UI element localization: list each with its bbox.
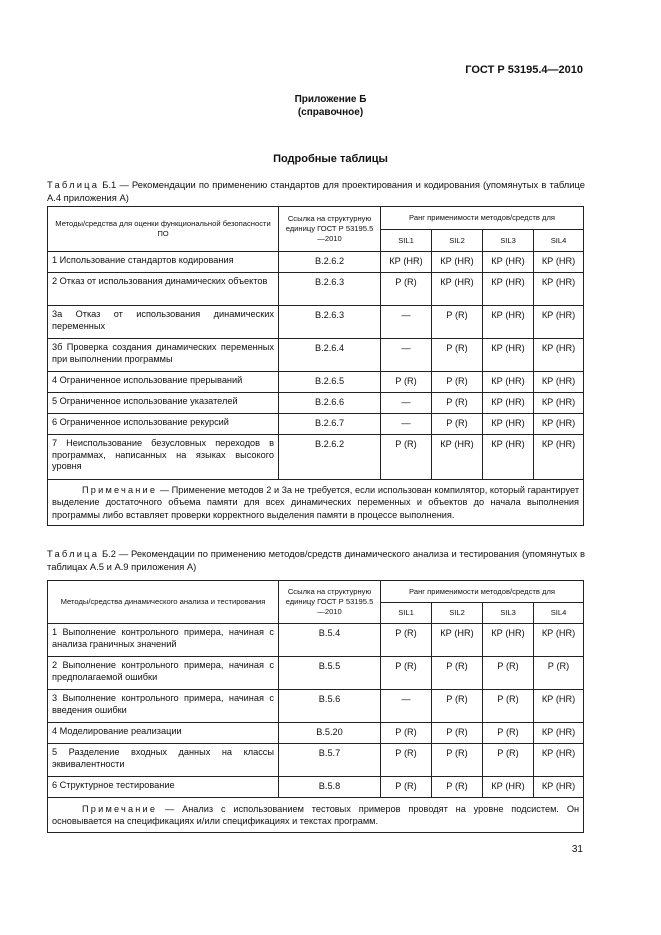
table1-header-sil3: SIL3 [483, 230, 534, 252]
document-code: ГОСТ Р 53195.4—2010 [465, 64, 583, 76]
table1-row-sil4: КР (HR) [534, 252, 584, 273]
table1-row-ref: B.2.6.3 [279, 306, 381, 339]
table2-row-sil2: Р (R) [432, 744, 483, 777]
table2-row-sil2: Р (R) [432, 723, 483, 744]
table1-row-sil2: Р (R) [432, 339, 483, 372]
table1-row-sil4: КР (HR) [534, 435, 584, 480]
table1-row-sil4: КР (HR) [534, 414, 584, 435]
table1-row-sil2: КР (HR) [432, 273, 483, 306]
table2-row-ref: B.5.7 [279, 744, 381, 777]
table2-header-sil1: SIL1 [381, 603, 432, 624]
table1-caption-label: Таблица [47, 179, 100, 190]
table-row [48, 723, 584, 744]
table-row [48, 306, 584, 339]
table1-row-method: 4 Ограниченное использование прерываний [48, 372, 279, 393]
table1-header-sil1: SIL1 [381, 230, 432, 252]
appendix-title: Приложение Б [294, 94, 367, 105]
table2-row-ref: B.5.20 [279, 723, 381, 744]
table2-row-sil2: Р (R) [432, 690, 483, 723]
table2-row-sil3: Р (R) [483, 657, 534, 690]
table1-row-sil4: КР (HR) [534, 339, 584, 372]
table2-row-method: 3 Выполнение контрольного примера, начиная с введения ошибки [48, 690, 279, 723]
table1-note-label: Примечание [82, 484, 158, 495]
table1-row-sil4: КР (HR) [534, 372, 584, 393]
table1-row-sil3: КР (HR) [483, 414, 534, 435]
table1-row-sil1: — [381, 306, 432, 339]
table2-row-method: 4 Моделирование реализации [48, 723, 279, 744]
table1-row-sil2: КР (HR) [432, 435, 483, 480]
table1-row-ref: B.2.6.6 [279, 393, 381, 414]
table1-row-method: 3б Проверка создания динамических переменных при выполнении программы [48, 339, 279, 372]
table2-header-rank: Ранг применимости методов/средств для [381, 581, 584, 603]
table1-row-ref: B.2.6.4 [279, 339, 381, 372]
appendix-heading [0, 93, 661, 119]
table1-row-sil4: КР (HR) [534, 273, 584, 306]
table2-header-methods: Методы/средства динамического анализа и тестирования [48, 581, 279, 624]
table2-row-ref: B.5.5 [279, 657, 381, 690]
table-row [48, 777, 584, 798]
appendix-subtitle: (справочное) [297, 107, 364, 118]
table2-row-ref: B.5.8 [279, 777, 381, 798]
table2-caption-label: Таблица [47, 548, 100, 559]
table-row [48, 435, 584, 480]
table1-row-method: 7 Неиспользование безусловных переходов в программах, написанных на языках высокого уровня [48, 435, 279, 480]
table1-row-sil1: Р (R) [381, 273, 432, 306]
table1-row-sil1: Р (R) [381, 435, 432, 480]
table2-row-method: 5 Разделение входных данных на классы эквивалентности [48, 744, 279, 777]
table2 [47, 580, 584, 833]
table1-row-sil2: Р (R) [432, 393, 483, 414]
table-row [48, 339, 584, 372]
table2-header-sil4: SIL4 [534, 603, 584, 624]
table1-caption [47, 179, 585, 204]
table2-row-sil3: Р (R) [483, 723, 534, 744]
table2-row-sil4: КР (HR) [534, 723, 584, 744]
table1-row-sil1: — [381, 339, 432, 372]
table2-row-sil4: КР (HR) [534, 777, 584, 798]
table1-header-ref: Ссылка на структурную единицу ГОСТ Р 53195.5—2010 [279, 207, 381, 252]
table1-row-sil1: Р (R) [381, 372, 432, 393]
table-row [48, 372, 584, 393]
table1-header-sil2: SIL2 [432, 230, 483, 252]
table1-row-sil3: КР (HR) [483, 435, 534, 480]
table2-row-sil1: Р (R) [381, 723, 432, 744]
table1-row-ref: B.2.6.2 [279, 252, 381, 273]
table-row [48, 690, 584, 723]
table1-row-sil1: — [381, 414, 432, 435]
table1-header-rank: Ранг применимости методов/средств для [381, 207, 584, 230]
table2-header-sil3: SIL3 [483, 603, 534, 624]
table1-row-ref: B.2.6.2 [279, 435, 381, 480]
table1-row-method: 3а Отказ от использования динамических переменных [48, 306, 279, 339]
table-row [48, 252, 584, 273]
table1-caption-text: Б.1 — Рекомендации по применению стандартов для проектирования и кодирования (упомянутых в таблице А.4 приложения А) [47, 179, 585, 203]
table1-row-sil4: КР (HR) [534, 306, 584, 339]
table1-note [48, 480, 584, 526]
table1-row-sil3: КР (HR) [483, 306, 534, 339]
table2-row-sil4: КР (HR) [534, 690, 584, 723]
table-row [48, 657, 584, 690]
table2-row-ref: B.5.6 [279, 690, 381, 723]
table1-row-sil2: Р (R) [432, 372, 483, 393]
table2-row-ref: B.5.4 [279, 624, 381, 657]
table2-row-sil4: Р (R) [534, 657, 584, 690]
table1-header-sil4: SIL4 [534, 230, 584, 252]
table2-note-text: — Анализ с использованием тестовых примеров проводят на уровне подсистем. Он основывается на спецификациях и/или спецификациях и текстах программ. [52, 803, 580, 826]
table1-row-sil2: Р (R) [432, 306, 483, 339]
table1-row-sil1: — [381, 393, 432, 414]
table2-row-sil3: КР (HR) [483, 777, 534, 798]
table2-header-ref: Ссылка на структурную единицу ГОСТ Р 53195.5—2010 [279, 581, 381, 624]
table2-row-method: 1 Выполнение контрольного примера, начиная с анализа граничных значений [48, 624, 279, 657]
table1-row-sil1: КР (HR) [381, 252, 432, 273]
table-row [48, 273, 584, 306]
table2-caption [47, 548, 585, 573]
table2-row-sil1: Р (R) [381, 777, 432, 798]
table1-header-methods: Методы/средства для оценки функциональной безопасности ПО [48, 207, 279, 252]
table2-row-sil1: Р (R) [381, 624, 432, 657]
table1-row-sil3: КР (HR) [483, 273, 534, 306]
table1-note-text: — Применение методов 2 и 3а не требуется, если использован компилятор, который гарантирует выделение достаточного объема памяти для всех динамических переменных и объектов до начала выполнения программы либо вставляет проверки корректного выделения памяти в процессе выполнения. [52, 484, 580, 520]
table2-row-sil1: Р (R) [381, 657, 432, 690]
page-number: 31 [571, 844, 583, 855]
section-title: Подробные таблицы [273, 153, 388, 165]
table1 [47, 206, 584, 526]
table1-row-ref: B.2.6.7 [279, 414, 381, 435]
table2-row-sil2: Р (R) [432, 777, 483, 798]
table-row [48, 624, 584, 657]
table2-row-method: 2 Выполнение контрольного примера, начиная с предполагаемой ошибки [48, 657, 279, 690]
table2-row-method: 6 Структурное тестирование [48, 777, 279, 798]
table1-row-sil2: КР (HR) [432, 252, 483, 273]
table2-row-sil1: — [381, 690, 432, 723]
table2-row-sil3: Р (R) [483, 690, 534, 723]
table1-row-sil2: Р (R) [432, 414, 483, 435]
table1-row-ref: B.2.6.3 [279, 273, 381, 306]
table-row [48, 744, 584, 777]
table1-row-sil3: КР (HR) [483, 339, 534, 372]
table1-row-method: 5 Ограниченное использование указателей [48, 393, 279, 414]
table1-row-method: 1 Использование стандартов кодирования [48, 252, 279, 273]
table1-row-method: 2 Отказ от использования динамических объектов [48, 273, 279, 306]
table2-row-sil4: КР (HR) [534, 744, 584, 777]
table2-row-sil4: КР (HR) [534, 624, 584, 657]
table1-row-sil3: КР (HR) [483, 393, 534, 414]
table1-row-ref: B.2.6.5 [279, 372, 381, 393]
table2-row-sil2: Р (R) [432, 657, 483, 690]
table-row [48, 393, 584, 414]
table1-row-method: 6 Ограниченное использование рекурсий [48, 414, 279, 435]
table2-header-sil2: SIL2 [432, 603, 483, 624]
table2-row-sil2: КР (HR) [432, 624, 483, 657]
table-row [48, 414, 584, 435]
table1-row-sil4: КР (HR) [534, 393, 584, 414]
table2-note [48, 798, 584, 833]
table2-caption-text: Б.2 — Рекомендации по применению методов/средств динамического анализа и тестирования (упомянутых в таблицах А.5 и А.9 приложения А) [47, 548, 585, 572]
table2-note-label: Примечание [82, 803, 158, 814]
table2-row-sil1: Р (R) [381, 744, 432, 777]
table2-row-sil3: Р (R) [483, 744, 534, 777]
table2-row-sil3: КР (HR) [483, 624, 534, 657]
table1-row-sil3: КР (HR) [483, 372, 534, 393]
table1-row-sil3: КР (HR) [483, 252, 534, 273]
